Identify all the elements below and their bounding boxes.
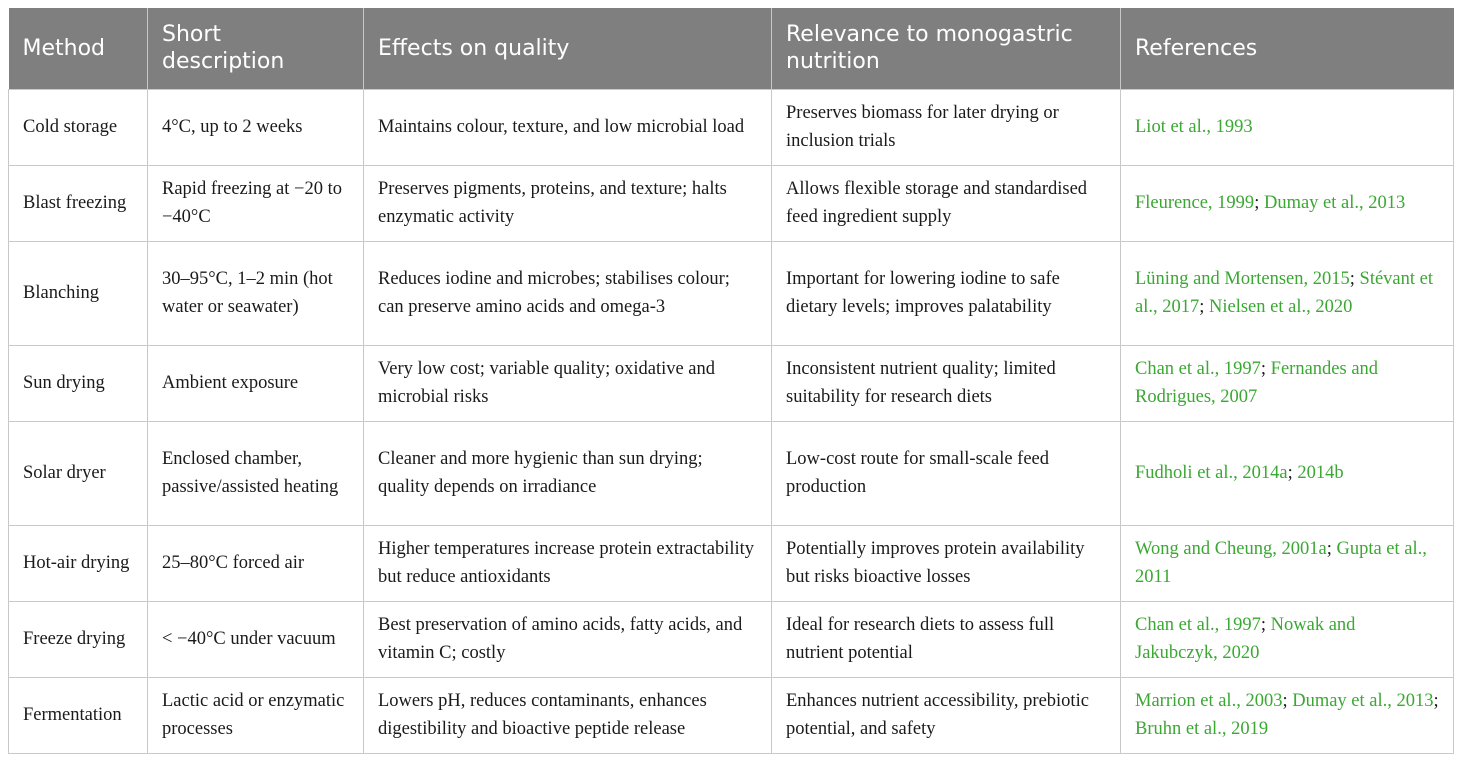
- table-row: [9, 89, 1454, 165]
- cell-references: Fleurence, 1999; Dumay et al., 2013: [1121, 165, 1454, 241]
- cell-method: Freeze drying: [9, 601, 148, 677]
- column-header-relevance: Relevance to monogastric nutrition: [772, 8, 1121, 89]
- reference-link[interactable]: Fudholi et al., 2014a: [1135, 463, 1288, 483]
- cell-relevance: Important for lowering iodine to safe dietary levels; improves palatability: [772, 241, 1121, 345]
- cell-references: Fudholi et al., 2014a; 2014b: [1121, 421, 1454, 525]
- reference-link[interactable]: Nielsen et al., 2020: [1209, 297, 1353, 317]
- cell-effects-on-quality: Reduces iodine and microbes; stabilises colour; can preserve amino acids and omega-3: [364, 241, 772, 345]
- cell-relevance: Ideal for research diets to assess full nutrient potential: [772, 601, 1121, 677]
- cell-references: [1121, 89, 1454, 165]
- cell-references: Lüning and Mortensen, 2015; Stévant et al., 2017; Nielsen et al., 2020: [1121, 241, 1454, 345]
- cell-relevance: Inconsistent nutrient quality; limited suitability for research diets: [772, 345, 1121, 421]
- cell-method: Hot-air drying: [9, 525, 148, 601]
- reference-link[interactable]: Chan et al., 1997: [1135, 359, 1261, 379]
- reference-link[interactable]: 2014b: [1297, 463, 1344, 483]
- reference-link[interactable]: Stévant et al., 2017: [1135, 269, 1434, 317]
- reference-link[interactable]: Bruhn et al., 2019: [1135, 719, 1269, 739]
- reference-link[interactable]: Nowak and Jakubczyk, 2020: [1135, 615, 1356, 663]
- cell-method: Solar dryer: [9, 421, 148, 525]
- cell-references: Chan et al., 1997; Nowak and Jakubczyk, 2020: [1121, 601, 1454, 677]
- table-row: [9, 525, 1454, 601]
- reference-link[interactable]: Liot et al., 1993: [1135, 117, 1253, 137]
- table-row: [9, 165, 1454, 241]
- table-row: [9, 241, 1454, 345]
- column-header-method: Method: [9, 8, 148, 89]
- reference-link[interactable]: Wong and Cheung, 2001a: [1135, 539, 1327, 559]
- reference-link[interactable]: Marrion et al., 2003: [1135, 691, 1283, 711]
- cell-relevance: Low-cost route for small-scale feed production: [772, 421, 1121, 525]
- cell-short-description: Lactic acid or enzymatic processes: [148, 677, 364, 753]
- reference-link[interactable]: Dumay et al., 2013: [1263, 193, 1406, 213]
- methods-table: [8, 8, 1454, 754]
- cell-short-description: Ambient exposure: [148, 345, 364, 421]
- cell-short-description: 25–80°C forced air: [148, 525, 364, 601]
- cell-effects-on-quality: Cleaner and more hygienic than sun drying; quality depends on irradiance: [364, 421, 772, 525]
- cell-effects-on-quality: Preserves pigments, proteins, and texture; halts enzymatic activity: [364, 165, 772, 241]
- cell-method: Fermentation: [9, 677, 148, 753]
- cell-short-description: 30–95°C, 1–2 min (hot water or seawater): [148, 241, 364, 345]
- table-row: [9, 421, 1454, 525]
- table-row: [9, 677, 1454, 753]
- column-header-effects-on-quality: Effects on quality: [364, 8, 772, 89]
- cell-method: Blast freezing: [9, 165, 148, 241]
- cell-method: Blanching: [9, 241, 148, 345]
- reference-link[interactable]: Dumay et al., 2013: [1292, 691, 1434, 711]
- cell-method: Sun drying: [9, 345, 148, 421]
- cell-short-description: < −40°C under vacuum: [148, 601, 364, 677]
- cell-effects-on-quality: Very low cost; variable quality; oxidative and microbial risks: [364, 345, 772, 421]
- column-header-references: References: [1121, 8, 1454, 89]
- reference-link[interactable]: Lüning and Mortensen, 2015: [1135, 269, 1350, 289]
- cell-references: Marrion et al., 2003; Dumay et al., 2013; Bruhn et al., 2019: [1121, 677, 1454, 753]
- reference-link[interactable]: Fleurence, 1999: [1135, 193, 1255, 213]
- cell-relevance: Potentially improves protein availability but risks bioactive losses: [772, 525, 1121, 601]
- table-header: [9, 8, 1454, 89]
- cell-relevance: Allows flexible storage and standardised feed ingredient supply: [772, 165, 1121, 241]
- header-row: [9, 8, 1454, 89]
- cell-short-description: Enclosed chamber, passive/assisted heating: [148, 421, 364, 525]
- cell-method: Cold storage: [9, 89, 148, 165]
- column-header-short-description: Short description: [148, 8, 364, 89]
- cell-effects-on-quality: Best preservation of amino acids, fatty acids, and vitamin C; costly: [364, 601, 772, 677]
- reference-link[interactable]: Fernandes and Rodrigues, 2007: [1135, 359, 1379, 407]
- cell-references: Chan et al., 1997; Fernandes and Rodrigues, 2007: [1121, 345, 1454, 421]
- reference-link[interactable]: Gupta et al., 2011: [1135, 539, 1427, 587]
- cell-references: Wong and Cheung, 2001a; Gupta et al., 2011: [1121, 525, 1454, 601]
- table-row: [9, 345, 1454, 421]
- cell-effects-on-quality: Higher temperatures increase protein extractability but reduce antioxidants: [364, 525, 772, 601]
- cell-short-description: 4°C, up to 2 weeks: [148, 89, 364, 165]
- table-row: [9, 601, 1454, 677]
- table-body: [9, 89, 1454, 753]
- reference-link[interactable]: Chan et al., 1997: [1135, 615, 1261, 635]
- cell-effects-on-quality: Maintains colour, texture, and low microbial load: [364, 89, 772, 165]
- cell-relevance: Enhances nutrient accessibility, prebiotic potential, and safety: [772, 677, 1121, 753]
- cell-relevance: Preserves biomass for later drying or inclusion trials: [772, 89, 1121, 165]
- cell-short-description: Rapid freezing at −20 to −40°C: [148, 165, 364, 241]
- cell-effects-on-quality: Lowers pH, reduces contaminants, enhances digestibility and bioactive peptide release: [364, 677, 772, 753]
